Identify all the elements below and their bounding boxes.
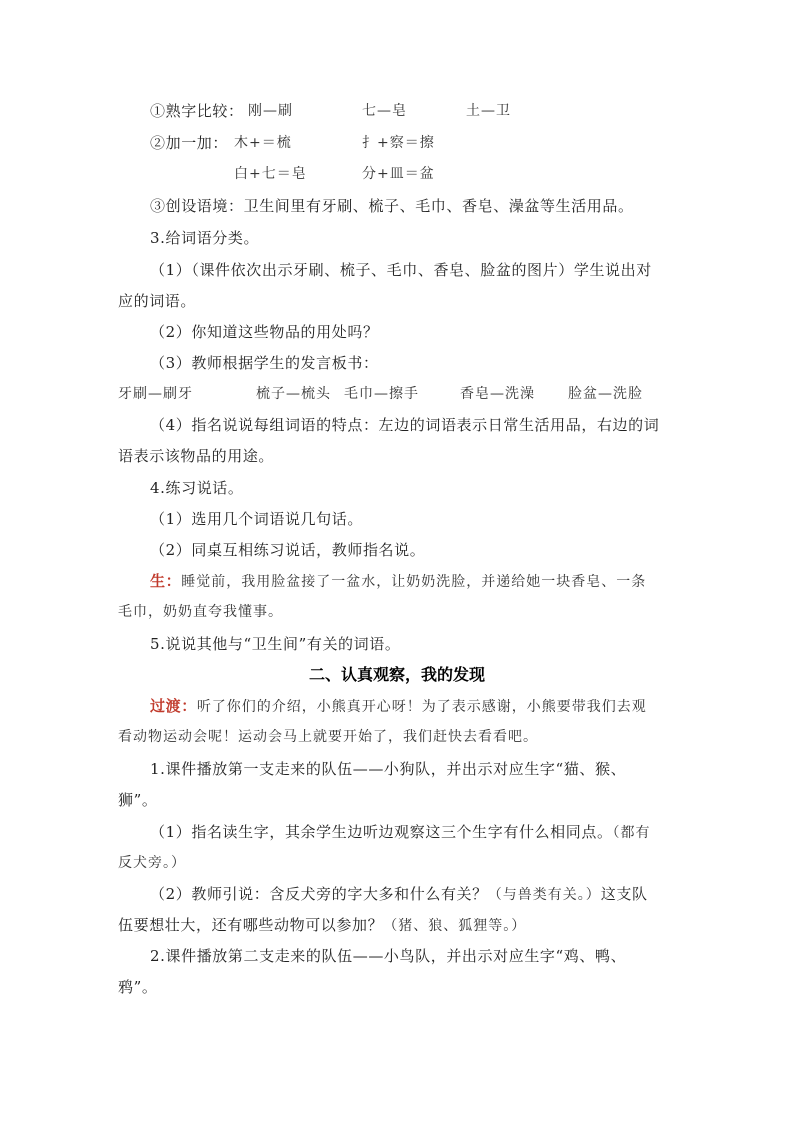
add-formula-2: 扌+察＝擦 [362, 135, 435, 151]
s4-p1: （1）选用几个词语说几句话。 [150, 510, 363, 528]
s3-p1 [150, 258, 716, 282]
item1-p2-cont [118, 913, 684, 938]
section-heading: 二、认真观察，我的发现 [308, 665, 485, 684]
transition-label: 过渡： [150, 697, 197, 715]
transition [150, 694, 716, 719]
item1-cont: 狮”。 [118, 791, 158, 809]
item1-p2-cont-note: （猪、狼、狐狸等。） [383, 918, 527, 934]
word-pair-3: 毛巾—擦手 [344, 386, 419, 402]
student-role-label: 生： [150, 572, 182, 590]
compare-label: ①熟字比较： [150, 102, 244, 120]
s3-p1-cont: 应的词语。 [118, 292, 197, 310]
transition-text: 听了你们的介绍，小熊真开心呀！为了表示感谢，小熊要带我们去观 [196, 699, 647, 715]
s3-p4: （4）指名说说每组词语的特点：左边的词语表示日常生活用品，右边的词 [150, 416, 660, 434]
item1-p2-tail: 这支队 [600, 885, 648, 903]
s3-p1-text: （1）（课件依次出示牙刷、梳子、毛巾、香皂、脸盆的图片）学生说出对 [150, 261, 652, 279]
item1-p2-text: （2）教师引说：含反犬旁的字大多和什么有关？ [150, 885, 488, 903]
add-formula-4: 分+皿＝盆 [362, 166, 435, 182]
item1-p1-cont: 反犬旁。） [118, 855, 186, 871]
word-pair-5: 脸盆—洗脸 [568, 386, 643, 402]
add-label: ②加一加： [150, 134, 229, 152]
item1-p2 [150, 882, 716, 907]
add-formula-3: 白+七＝皂 [234, 166, 307, 182]
item1-p2-cont-text: 伍要想壮大，还有哪些动物可以参加？ [118, 916, 384, 934]
transition-cont: 看动物运动会呢！运动会马上就要开始了，我们赶快去看看吧。 [118, 729, 538, 745]
compare-pair-3: 土—卫 [466, 103, 511, 119]
word-pair-2: 梳子—梳头 [256, 386, 331, 402]
add-formula-1: 木+＝梳 [234, 135, 292, 151]
student-answer-cont: 毛巾，奶奶直夸我懂事。 [118, 604, 283, 620]
s4-title: 4.练习说话。 [150, 479, 244, 497]
s3-p2: （2）你知道这些物品的用处吗？ [150, 323, 379, 341]
item1-p1-note: （都有 [612, 825, 651, 841]
s4-p2: （2）同桌互相练习说话，教师指名说。 [150, 541, 426, 559]
item1-p2-note: （与兽类有关。） [487, 887, 601, 903]
compare-pair-1: 刚—刷 [248, 103, 293, 119]
item1: 1.课件播放第一支走来的队伍——小狗队，并出示对应生字“猫、猴、 [150, 760, 627, 778]
item2: 2.课件播放第二支走来的队伍——小鸟队，并出示对应生字“鸡、鸭、 [150, 947, 627, 965]
word-pair-4: 香皂—洗澡 [460, 386, 535, 402]
s5-title: 5.说说其他与“卫生间”有关的词语。 [150, 635, 401, 653]
compare-line [150, 99, 716, 123]
student-answer [150, 569, 716, 594]
s3-p4-cont: 语表示该物品的用途。 [118, 447, 275, 465]
word-pair-1: 牙刷—刷牙 [118, 386, 193, 402]
s3-p3: （3）教师根据学生的发言板书： [150, 354, 379, 372]
add-line-1 [150, 131, 716, 155]
compare-pair-2: 七—皂 [362, 103, 407, 119]
context-line: ③创设语境：卫生间里有牙刷、梳子、毛巾、香皂、澡盆等生活用品。 [150, 197, 634, 215]
item1-p1-text: （1）指名读生字，其余学生边听边观察这三个生字有什么相同点。 [150, 823, 613, 841]
s3-title: 3.给词语分类。 [150, 229, 260, 247]
item1-p1 [150, 820, 716, 845]
item2-cont: 鸦”。 [118, 978, 158, 996]
student-answer-text: 睡觉前，我用脸盆接了一盆水，让奶奶洗脸，并递给她一块香皂、一条 [181, 574, 647, 590]
